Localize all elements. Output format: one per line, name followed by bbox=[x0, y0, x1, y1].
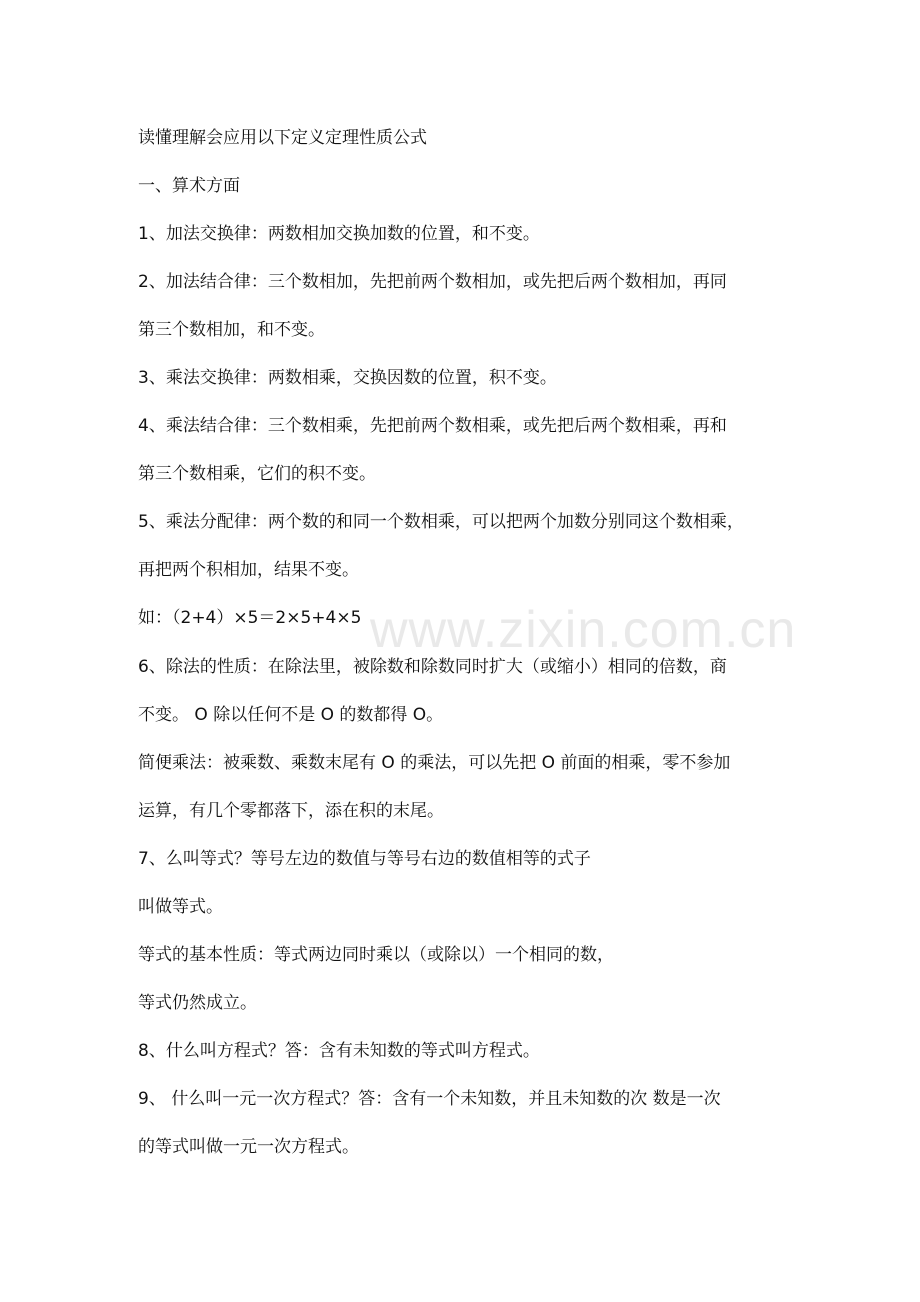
text-line: 的等式叫做一元一次方程式。 bbox=[138, 1137, 359, 1157]
text-line: 5、乘法分配律：两个数的和同一个数相乘，可以把两个加数分别同这个数相乘， bbox=[138, 512, 744, 532]
watermark: www.zixin.com.cn bbox=[370, 601, 797, 659]
example-formula: 如：（2+4）×5＝2×5+4×5 bbox=[138, 608, 362, 628]
text-line: 6、除法的性质：在除法里，被除数和除数同时扩大（或缩小）相同的倍数，商 bbox=[138, 657, 727, 677]
text-line: 4、乘法结合律：三个数相乘，先把前两个数相乘，或先把后两个数相乘，再和 bbox=[138, 416, 727, 436]
text-line: 2、加法结合律：三个数相加，先把前两个数相加，或先把后两个数相加，再同 bbox=[138, 272, 727, 292]
text-line: 等式的基本性质：等式两边同时乘以（或除以）一个相同的数， bbox=[138, 945, 614, 965]
text-line: 7、么叫等式？等号左边的数值与等号右边的数值相等的式子 bbox=[138, 849, 591, 869]
text-line: 等式仍然成立。 bbox=[138, 993, 257, 1013]
text-line: 再把两个积相加，结果不变。 bbox=[138, 560, 359, 580]
section-heading: 一、算术方面 bbox=[138, 176, 240, 196]
text-line: 3、乘法交换律：两数相乘，交换因数的位置，积不变。 bbox=[138, 368, 557, 388]
text-line: 运算，有几个零都落下，添在积的末尾。 bbox=[138, 801, 444, 821]
text-line: 不变。 O 除以任何不是 O 的数都得 O。 bbox=[138, 705, 444, 725]
text-line: 简便乘法：被乘数、乘数末尾有 O 的乘法，可以先把 O 前面的相乘，零不参加 bbox=[138, 753, 731, 773]
text-line: 叫做等式。 bbox=[138, 897, 223, 917]
doc-title: 读懂理解会应用以下定义定理性质公式 bbox=[138, 128, 427, 148]
text-line: 第三个数相加，和不变。 bbox=[138, 320, 325, 340]
text-line: 9、 什么叫一元一次方程式？答：含有一个未知数，并且未知数的次 数是一次 bbox=[138, 1089, 721, 1109]
text-line: 第三个数相乘，它们的积不变。 bbox=[138, 464, 376, 484]
text-line: 8、什么叫方程式？答：含有未知数的等式叫方程式。 bbox=[138, 1041, 540, 1061]
text-line: 1、加法交换律：两数相加交换加数的位置，和不变。 bbox=[138, 224, 540, 244]
